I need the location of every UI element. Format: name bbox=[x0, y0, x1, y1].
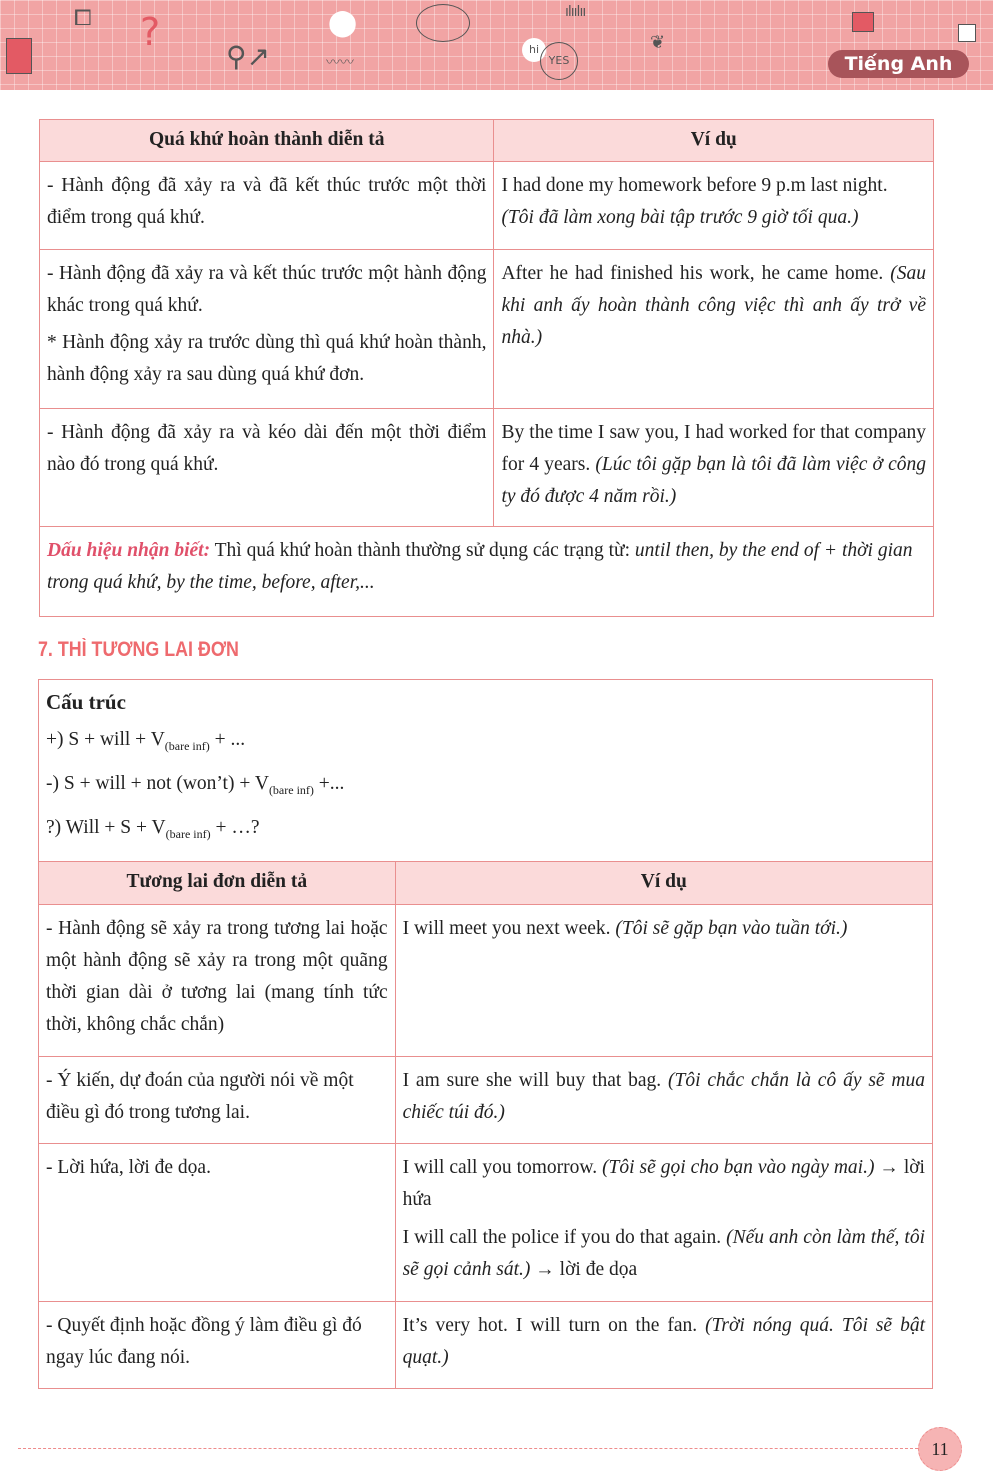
example-cell: I am sure she will buy that bag. (Tôi chắc chắn là cô ấy sẽ mua chiếc túi đó.) bbox=[395, 1056, 932, 1143]
structure-negative: -) S + will + not (won’t) + $V_{(bare inf)}$ +... bbox=[46, 772, 345, 797]
past-perfect-table bbox=[39, 119, 934, 617]
corner-icon bbox=[958, 24, 976, 42]
section-title: 7. THÌ TƯƠNG LAI ĐƠN bbox=[38, 638, 239, 661]
structure-cell bbox=[39, 680, 933, 862]
header-usage: Quá khứ hoàn thành diễn tả bbox=[40, 120, 494, 162]
header-example: Ví dụ bbox=[395, 861, 932, 904]
usage-text: - Hành động đã xảy ra và kết thúc trước một hành động khác trong quá khứ. bbox=[47, 263, 487, 316]
example-text: I had done my homework before 9 p.m last night. bbox=[501, 175, 888, 196]
structure-positive: +) S + will + $V_{(bare inf)}$ + ... bbox=[46, 729, 246, 753]
table-row bbox=[39, 1056, 933, 1143]
table-row bbox=[40, 409, 934, 527]
document-icon bbox=[6, 38, 32, 74]
table-header-row bbox=[39, 861, 933, 904]
speech-bubbles-icon bbox=[522, 38, 580, 82]
signs-text: Thì quá khứ hoàn thành thường sử dụng các trạng từ: bbox=[210, 540, 635, 561]
signs-row bbox=[40, 527, 934, 617]
signs-cell bbox=[40, 527, 934, 617]
example-cell bbox=[395, 1143, 932, 1301]
subject-label: Tiếng Anh bbox=[828, 50, 969, 78]
structure-question: ?) Will + $S + V_{(bare inf)}$ + …? bbox=[46, 816, 260, 841]
usage-cell: - Lời hứa, lời đe dọa. bbox=[39, 1143, 396, 1301]
table-header-row bbox=[40, 120, 934, 162]
wave-icon: 〰〰 bbox=[326, 55, 354, 71]
bubble-yes: YES bbox=[540, 42, 578, 80]
tree-icon bbox=[416, 4, 470, 42]
table-row bbox=[39, 1143, 933, 1301]
puzzle-icon: ⧠ bbox=[74, 6, 92, 31]
example-cell bbox=[494, 162, 934, 250]
simple-future-table bbox=[38, 679, 933, 1389]
magnifier-chart-icon: ⚲↗ bbox=[226, 40, 270, 73]
page-header-banner bbox=[0, 0, 993, 90]
example-text: By the time I saw you, I had worked for that company for 4 years. bbox=[501, 422, 926, 475]
usage-cell: - Ý kiến, dự đoán của người nói về một điều gì đó trong tương lai. bbox=[39, 1056, 396, 1143]
example-cell: It’s very hot. I will turn on the fan. (Trời nóng quá. Tôi sẽ bật quạt.) bbox=[395, 1301, 932, 1388]
signs-words: until then, by the end of + thời gian trong quá khứ, by the time, before, after,... bbox=[47, 540, 913, 593]
puzzle-red-icon bbox=[852, 12, 874, 32]
location-pin-icon: ⬤ bbox=[328, 8, 358, 38]
table-row bbox=[39, 1301, 933, 1388]
example-cell bbox=[494, 250, 934, 409]
translation: (Tôi đã làm xong bài tập trước 9 giờ tối qua.) bbox=[501, 207, 859, 228]
signs-label: Dấu hiệu nhận biết: bbox=[47, 540, 211, 561]
translation: (Sau khi anh ấy hoàn thành công việc thì anh ấy trở về nhà.) bbox=[501, 263, 927, 348]
question-mark-icon: ? bbox=[140, 10, 161, 54]
usage-note: * Hành động xảy ra trước dùng thì quá khứ hoàn thành, hành động xảy ra sau dùng quá khứ đơn. bbox=[47, 332, 487, 385]
table-row bbox=[39, 904, 933, 1056]
example-text: After he had finished his work, he came home. bbox=[501, 263, 884, 284]
table-row bbox=[40, 162, 934, 250]
header-usage: Tương lai đơn diễn tả bbox=[39, 861, 396, 904]
table-row bbox=[40, 250, 934, 409]
example-cell: I will meet you next week. (Tôi sẽ gặp bạn vào tuần tới.) bbox=[395, 904, 932, 1056]
usage-cell: - Hành động sẽ xảy ra trong tương lai hoặc một hành động sẽ xảy ra trong một quãng thời gian dài ở tương lai (mang tính tức thời, không chắc chắn) bbox=[39, 904, 396, 1056]
example-cell bbox=[494, 409, 934, 527]
promise-example: I will call you tomorrow. (Tôi sẽ gọi cho bạn vào ngày mai.) → lời hứa bbox=[402, 1156, 925, 1210]
structure-row bbox=[39, 680, 933, 862]
translation: (Lúc tôi gặp bạn là tôi đã làm việc ở công ty đó được 4 năm rồi.) bbox=[501, 454, 926, 507]
footer-divider bbox=[18, 1448, 918, 1449]
structure-title: Cấu trúc bbox=[46, 690, 126, 714]
bubble-hi: hi bbox=[522, 38, 546, 62]
leaf-icon: ❦ bbox=[650, 32, 666, 53]
usage-cell: - Hành động đã xảy ra và đã kết thúc trước một thời điểm trong quá khứ. bbox=[40, 162, 494, 250]
usage-cell: - Quyết định hoặc đồng ý làm điều gì đó ngay lúc đang nói. bbox=[39, 1301, 396, 1388]
usage-cell: - Hành động đã xảy ra và kéo dài đến một thời điểm nào đó trong quá khứ. bbox=[40, 409, 494, 527]
page-number: 11 bbox=[918, 1427, 962, 1471]
header-example: Ví dụ bbox=[494, 120, 934, 162]
usage-cell bbox=[40, 250, 494, 409]
sound-bars-icon: ılıılıı bbox=[565, 4, 586, 20]
threat-example: I will call the police if you do that again. (Nếu anh còn làm thế, tôi sẽ gọi cảnh sát.) → lời đe dọa bbox=[402, 1226, 926, 1280]
